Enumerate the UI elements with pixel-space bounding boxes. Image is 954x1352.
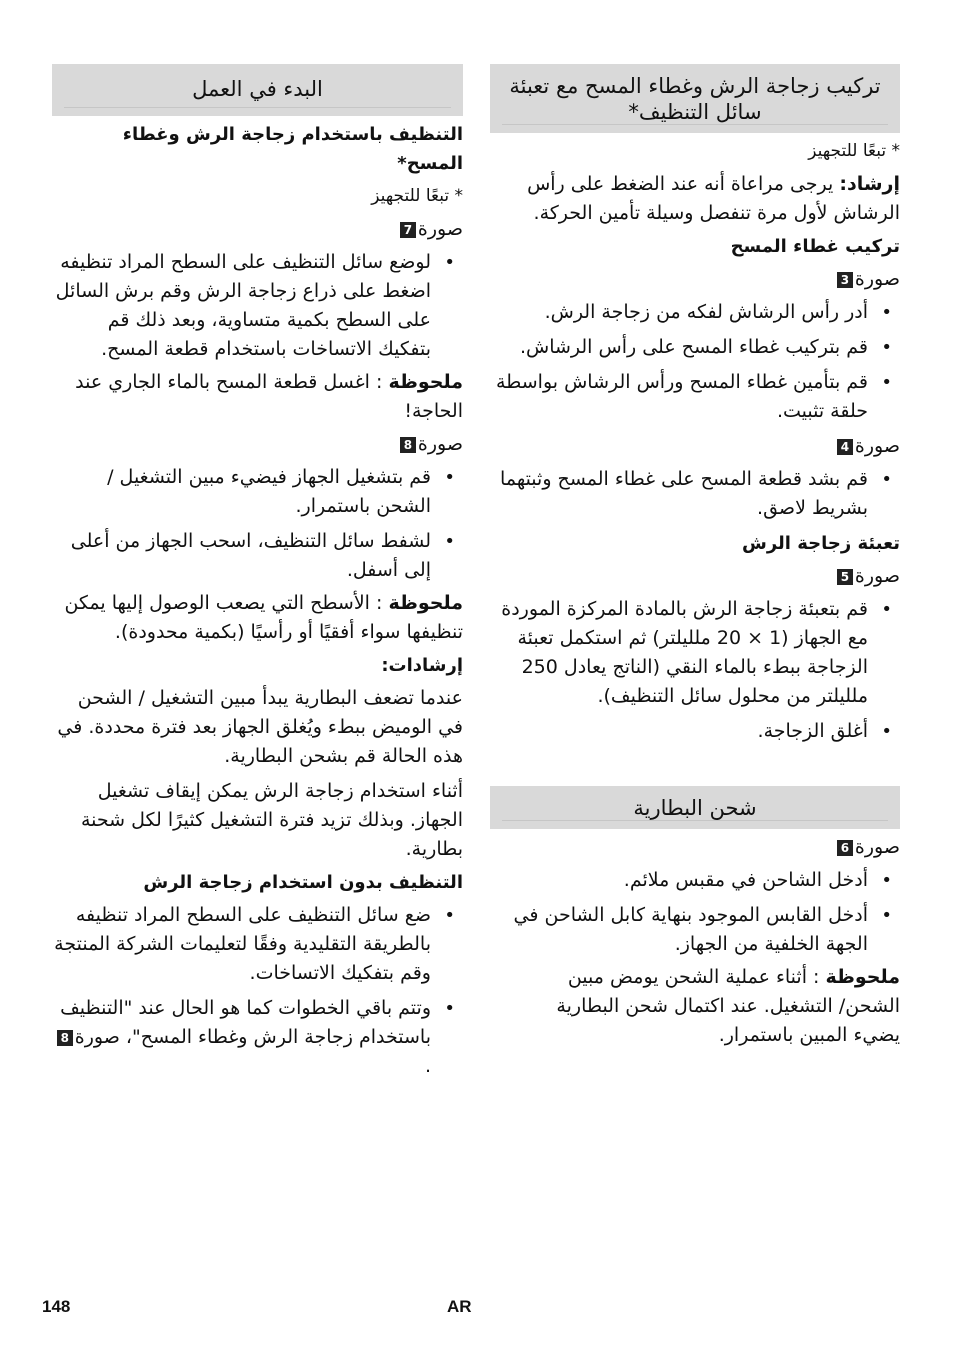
- section-heading-charging: [490, 786, 900, 829]
- figure-word: صورة: [854, 836, 900, 858]
- run-steps-list: [52, 463, 463, 585]
- list-item: • قم بتأمين غطاء المسح ورأس الرشاش بواسطة حلقة تثبيت.: [490, 368, 900, 426]
- figure-ref-3: [490, 265, 900, 294]
- list-item: • قم بتشغيل الجهاز فيضيء مبين التشغيل / الشحن باستمرار.: [52, 463, 463, 521]
- spacer: [490, 752, 900, 786]
- note-hard-to-reach: [52, 589, 463, 647]
- note-text: : الأسطح التي يصعب الوصول إليها يمكن تنظيفها سواء أفقيًا أو رأسيًا (بكمية محدودة).: [64, 592, 463, 643]
- list-item-text: وتتم باقي الخطوات كما هو الحال عند "التنظيف باستخدام زجاجة الرش وغطاء المسح"، صورة: [60, 997, 431, 1048]
- list-item: • أدخل القابس الموجود بنهاية كابل الشاحن في الجهة الخلفية من الجهاز.: [490, 901, 900, 959]
- list-item: • قم بتركيب غطاء المسح على رأس الرشاش.: [490, 333, 900, 362]
- list-item: • أدخل الشاحن في مقبس ملائم.: [490, 866, 900, 895]
- list-item: • لشفط سائل التنظيف، اسحب الجهاز من أعلى إلى أسفل.: [52, 527, 463, 585]
- right-column: [490, 64, 900, 1054]
- figure-number-box: 8: [57, 1030, 73, 1046]
- figure-number-box: 5: [837, 569, 853, 585]
- subheading-hints: إرشادات:: [381, 655, 463, 676]
- note-text: : أثناء عملية الشحن يومض مبين الشحن/ التشغيل. عند اكتمال شحن البطارية يضيء المبين باستمرار.: [556, 966, 900, 1046]
- figure-word: صورة: [854, 268, 900, 290]
- wipe-steps-list: [490, 298, 900, 426]
- list-item: [52, 994, 463, 1081]
- figure-word: صورة: [417, 218, 463, 240]
- figure-word: صورة: [417, 433, 463, 455]
- pad-steps-list: [490, 465, 900, 523]
- list-item: • ضع سائل التنظيف على السطح المراد تنظيفه بالطريقة التقليدية وفقًا لتعليمات الشركة المنتجة وقم بتفكيك الاتساخات.: [52, 901, 463, 988]
- page-number: 148: [42, 1297, 71, 1316]
- note-label: ملحوظة: [388, 592, 463, 614]
- figure-number-box: 4: [837, 439, 853, 455]
- figure-number-box: 6: [837, 840, 853, 856]
- list-item: • أغلق الزجاجة.: [490, 717, 900, 746]
- list-item: • لوضع سائل التنظيف على السطح المراد تنظيفه اضغط على ذراع زجاجة الرش وقم برش السائل على السطح بكمية متساوية، وبعد ذلك قم بتفكيك الاتساخات باستخدام قطعة المسح.: [52, 248, 463, 364]
- charge-steps-list: [490, 866, 900, 959]
- list-item: • قم بتعبئة زجاجة الرش بالمادة المركزة الموردة مع الجهاز (1 × 20 ملليلتر) ثم استكمل تعبئة الزجاجة ببطء بالماء النقي (الناتج يعادل 250 ملليلتر من محلول سائل التنظيف).: [490, 595, 900, 711]
- subheading-clean-with-bottle: التنظيف باستخدام زجاجة الرش وغطاء المسح*: [122, 124, 463, 174]
- section-title: شحن البطارية: [633, 796, 757, 820]
- hint-paragraph-battery: عندما تضعف البطارية يبدأ مبين التشغيل / الشحن في الوميض ببطء ويُغلق الجهاز بعد فترة محددة. في هذه الحالة قم بشحن البطارية.: [57, 687, 463, 767]
- note-label: ملحوظة: [388, 371, 463, 393]
- figure-number-box: 7: [400, 222, 416, 238]
- figure-word: صورة: [854, 435, 900, 457]
- list-item: • أدر رأس الرشاش لفكه من زجاجة الرش.: [490, 298, 900, 327]
- figure-ref-6: [490, 833, 900, 862]
- hint-paragraph-runtime: أثناء استخدام زجاجة الرش يمكن إيقاف تشغيل الجهاز. وبذلك تزيد فترة التشغيل كثيرًا لكل شحنة بطارية.: [81, 780, 463, 860]
- fill-steps-list: [490, 595, 900, 746]
- hint-text: يرجى مراعاة أنه عند الضغط على رأس الرشاش لأول مرة تنفصل وسيلة تأمين الحركة.: [527, 173, 900, 224]
- section-heading-operation: [52, 64, 463, 116]
- list-item: • قم بشد قطعة المسح على غطاء المسح وثبتهما بشريط لاصق.: [490, 465, 900, 523]
- note-text: : اغسل قطعة المسح بالماء الجاري عند الحاجة!: [75, 371, 463, 422]
- noclean-steps-list: [52, 901, 463, 1081]
- hint-paragraph: [490, 170, 900, 228]
- equipment-note: * تبعًا للتجهيز: [371, 186, 463, 206]
- figure-ref-5: [490, 562, 900, 591]
- subheading-fill: تعبئة زجاجة الرش: [741, 533, 900, 554]
- note-label: ملحوظة: [825, 966, 900, 988]
- figure-word: صورة: [854, 565, 900, 587]
- subheading-clean-without-bottle: التنظيف بدون استخدام زجاجة الرش: [143, 872, 463, 893]
- figure-ref-7: [52, 215, 463, 244]
- charge-note: [490, 963, 900, 1050]
- equipment-note: * تبعًا للتجهيز: [808, 141, 900, 161]
- figure-number-box: 3: [837, 272, 853, 288]
- list-item-end: .: [424, 1055, 431, 1077]
- figure-number-box: 8: [400, 437, 416, 453]
- left-column: [52, 64, 463, 1087]
- section-title: البدء في العمل: [192, 77, 323, 101]
- section-title: تركيب زجاجة الرش وغطاء المسح مع تعبئة سائل التنظيف*: [509, 74, 881, 124]
- figure-ref-4: [490, 432, 900, 461]
- note-rinse: [52, 368, 463, 426]
- clean-steps-list: [52, 248, 463, 364]
- figure-ref-8: [52, 430, 463, 459]
- language-code: AR: [447, 1297, 472, 1316]
- section-heading-spray-bottle: [490, 64, 900, 133]
- subheading-wipe: تركيب غطاء المسح: [730, 236, 900, 257]
- hint-label: إرشاد:: [839, 173, 900, 195]
